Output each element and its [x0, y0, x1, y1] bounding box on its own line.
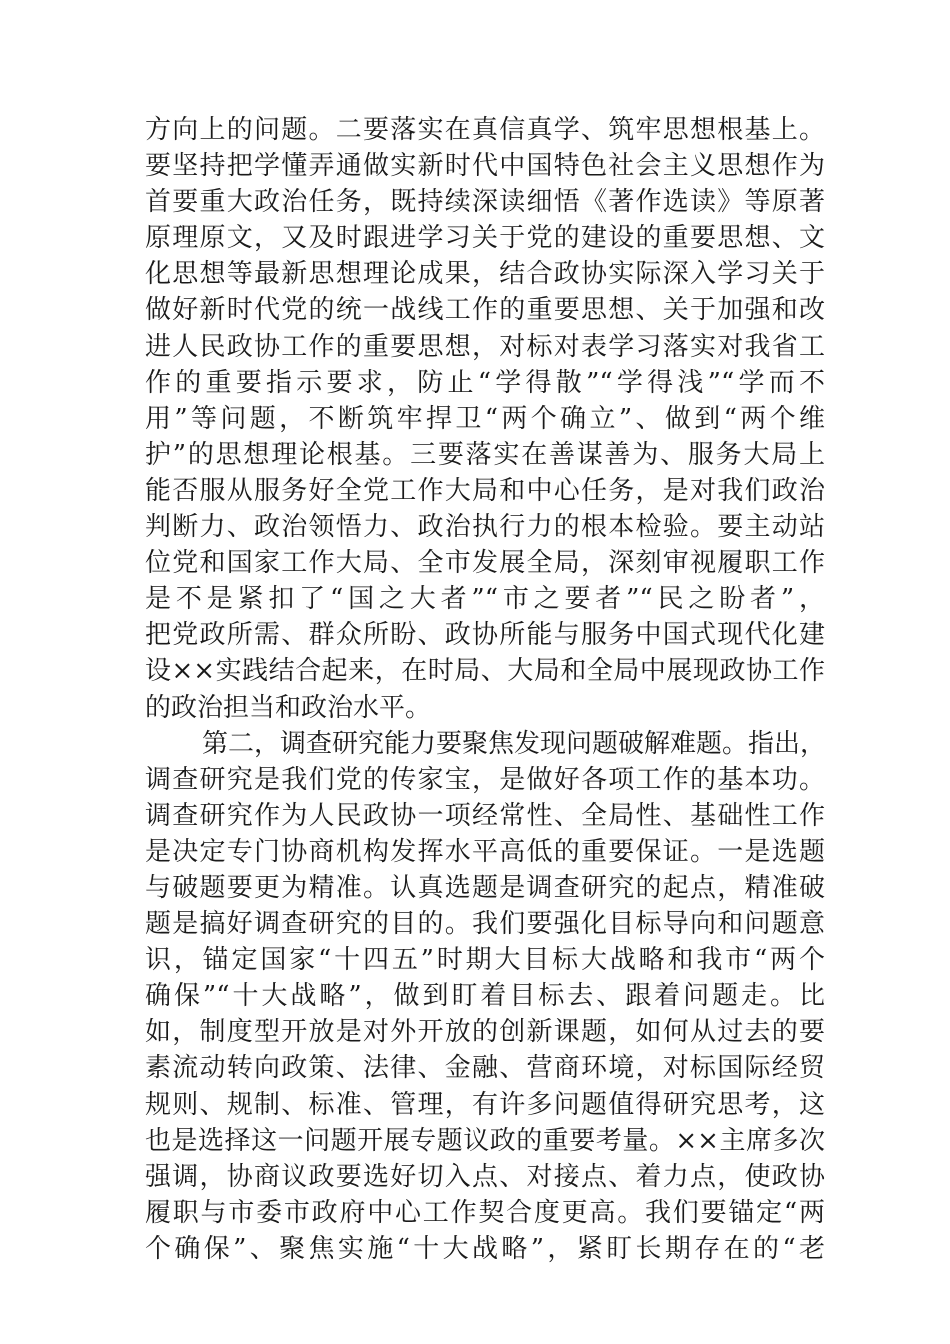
text-line: 素流动转向政策、法律、金融、营商环境，对标国际经贸: [145, 1053, 825, 1084]
text-line: 是不是紧扣了“国之大者”“市之要者”“民之盼者”，: [145, 584, 825, 615]
text-line: 识，锚定国家“十四五”时期大目标大战略和我市“两个: [145, 945, 825, 976]
text-line: 设××实践结合起来，在时局、大局和全局中展现政协工作: [145, 656, 825, 687]
paragraph-start-line: 第二，调查研究能力要聚焦发现问题破解难题。指出，: [202, 728, 827, 759]
text-line: 能否服从服务好全党工作大局和中心任务，是对我们政治: [145, 475, 825, 506]
text-line: 的政治担当和政治水平。: [145, 692, 432, 723]
text-line: 护”的思想理论根基。三要落实在善谋善为、服务大局上: [145, 439, 825, 470]
text-line: 做好新时代党的统一战线工作的重要思想、关于加强和改: [145, 295, 825, 326]
text-line: 判断力、政治领悟力、政治执行力的根本检验。要主动站: [145, 512, 825, 543]
text-line: 履职与市委市政府中心工作契合度更高。我们要锚定“两: [145, 1197, 825, 1228]
text-line: 也是选择这一问题开展专题议政的重要考量。××主席多次: [145, 1125, 825, 1156]
text-line: 规则、规制、标准、管理，有许多问题值得研究思考，这: [145, 1089, 825, 1120]
text-line: 题是搞好调查研究的目的。我们要强化目标导向和问题意: [145, 909, 825, 940]
text-line: 要坚持把学懂弄通做实新时代中国特色社会主义思想作为: [145, 151, 825, 182]
document-body: [145, 112, 825, 1267]
text-line: 进人民政协工作的重要思想，对标对表学习落实对我省工: [145, 331, 825, 362]
text-line: 作的重要指示要求，防止“学得散”“学得浅”“学而不: [145, 367, 825, 398]
text-line: 是决定专门协商机构发挥水平高低的重要保证。一是选题: [145, 836, 825, 867]
text-line: 原理原文，又及时跟进学习关于党的建设的重要思想、文: [145, 223, 825, 254]
text-line: 与破题要更为精准。认真选题是调查研究的起点，精准破: [145, 872, 825, 903]
text-line: 首要重大政治任务，既持续深读细悟《著作选读》等原著: [145, 187, 825, 218]
text-line: 化思想等最新思想理论成果，结合政协实际深入学习关于: [145, 259, 825, 290]
text-line: 确保”“十大战略”，做到盯着目标去、跟着问题走。比: [145, 981, 825, 1012]
text-line: 个确保”、聚焦实施“十大战略”，紧盯长期存在的“老: [145, 1233, 825, 1264]
text-line: 用”等问题，不断筑牢捍卫“两个确立”、做到“两个维: [145, 403, 825, 434]
text-line: 调查研究作为人民政协一项经常性、全局性、基础性工作: [145, 800, 825, 831]
text-line: 如，制度型开放是对外开放的创新课题，如何从过去的要: [145, 1017, 825, 1048]
text-line: 把党政所需、群众所盼、政协所能与服务中国式现代化建: [145, 620, 825, 651]
text-line: 方向上的问题。二要落实在真信真学、筑牢思想根基上。: [145, 115, 825, 145]
text-line: 调查研究是我们党的传家宝，是做好各项工作的基本功。: [145, 764, 825, 795]
text-line: 强调，协商议政要选好切入点、对接点、着力点，使政协: [145, 1161, 825, 1192]
text-line: 位党和国家工作大局、全市发展全局，深刻审视履职工作: [145, 548, 825, 579]
